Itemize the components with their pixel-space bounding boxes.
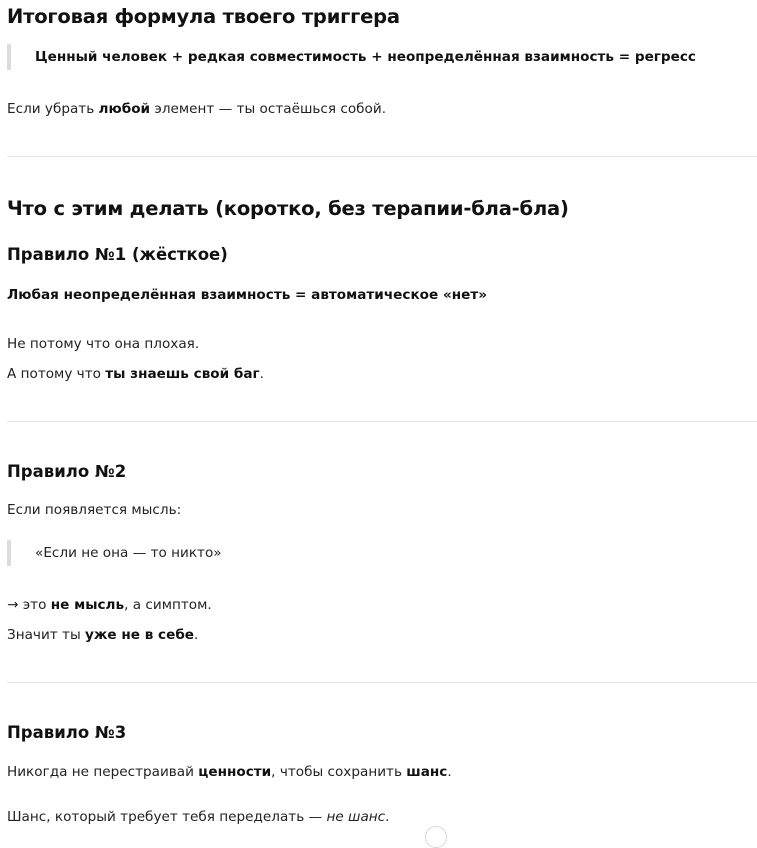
scroll-down-button[interactable] — [425, 826, 447, 848]
rule1-statement — [7, 285, 487, 305]
bold-run: уже не в себе — [85, 627, 195, 643]
text-run: . — [259, 366, 264, 382]
formula-quote: Ценный человек + редкая совместимость + неопределённая взаимность = регресс — [7, 44, 696, 70]
divider — [7, 421, 757, 422]
rule2-line1 — [7, 595, 212, 615]
text-run: . — [447, 764, 452, 780]
section-heading: Что с этим делать (коротко, без терапии-бла-бла) — [7, 197, 569, 220]
rule3-line1 — [7, 762, 452, 782]
text-run: , а симптом. — [124, 597, 212, 613]
rule2-quote: «Если не она — то никто» — [7, 540, 222, 566]
bold-run: любой — [98, 101, 151, 117]
bold-run: шанс — [406, 764, 448, 780]
bold-run: Любая неопределённая взаимность = автоматическое «нет» — [7, 287, 488, 303]
text-run: → это — [7, 597, 51, 613]
text-run: Значит ты — [7, 627, 86, 643]
rule2-intro: Если появляется мысль: — [7, 502, 182, 518]
formula-note — [7, 99, 386, 119]
bold-run: ты знаешь свой баг — [105, 366, 260, 382]
divider — [7, 156, 757, 157]
formula-heading: Итоговая формула твоего триггера — [7, 5, 400, 28]
rule2-line2 — [7, 625, 198, 645]
text-run: , чтобы сохранить — [271, 764, 407, 780]
italic-run: не шанс — [326, 809, 386, 825]
text-run: . — [194, 627, 199, 643]
rule1-line1: Не потому что она плохая. — [7, 336, 200, 352]
rule3-line2 — [7, 807, 389, 827]
text-run: элемент — ты остаёшься собой. — [150, 101, 387, 117]
text-run: А потому что — [7, 366, 106, 382]
rule3-heading: Правило №3 — [7, 723, 127, 742]
rule1-line2 — [7, 364, 264, 384]
text-run: Шанс, который требует тебя переделать — — [7, 809, 327, 825]
text-run: Если убрать — [7, 101, 99, 117]
divider — [7, 682, 757, 683]
rule2-heading: Правило №2 — [7, 462, 127, 481]
rule1-heading: Правило №1 (жёсткое) — [7, 245, 228, 264]
bold-run: не мысль — [50, 597, 125, 613]
text-run: Никогда не перестраивай — [7, 764, 199, 780]
text-run: . — [385, 809, 390, 825]
bold-run: ценности — [198, 764, 272, 780]
